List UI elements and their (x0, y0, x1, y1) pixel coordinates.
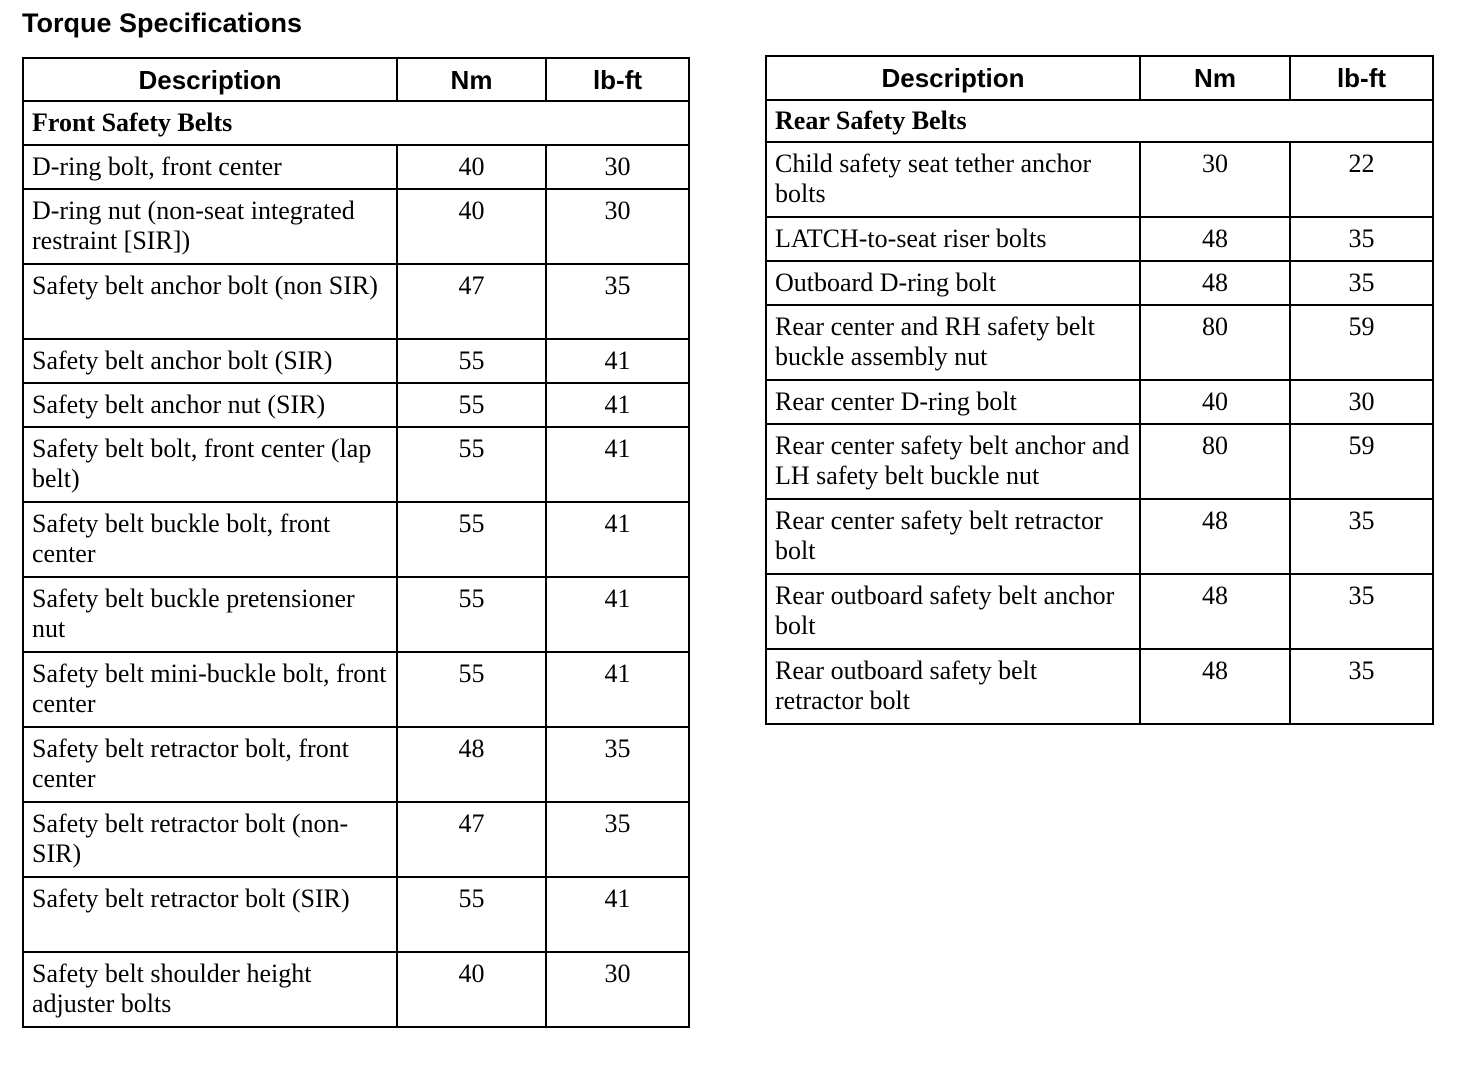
lbft-cell: 41 (546, 502, 689, 577)
nm-cell: 40 (397, 145, 546, 189)
table-row (23, 264, 689, 339)
table-row (766, 380, 1433, 424)
description-cell: Safety belt anchor bolt (non SIR) (23, 264, 397, 339)
column-header-description: Description (23, 58, 397, 101)
nm-cell: 55 (397, 577, 546, 652)
table-row (23, 577, 689, 652)
nm-cell: 55 (397, 652, 546, 727)
section-title: Front Safety Belts (23, 101, 689, 145)
description-cell: Safety belt retractor bolt (SIR) (23, 877, 397, 952)
column-header-description: Description (766, 56, 1140, 100)
nm-cell: 47 (397, 264, 546, 339)
lbft-cell: 35 (1290, 574, 1433, 649)
description-cell: Safety belt buckle pretensioner nut (23, 577, 397, 652)
table-row (23, 145, 689, 189)
nm-cell: 40 (397, 189, 546, 264)
lbft-cell: 41 (546, 577, 689, 652)
table-row (766, 261, 1433, 305)
lbft-cell: 41 (546, 877, 689, 952)
table-row (23, 727, 689, 802)
nm-cell: 30 (1140, 142, 1290, 217)
lbft-cell: 35 (1290, 217, 1433, 261)
description-cell: Rear center safety belt anchor and LH safety belt buckle nut (766, 424, 1140, 499)
nm-cell: 80 (1140, 305, 1290, 380)
table-row (766, 142, 1433, 217)
nm-cell: 80 (1140, 424, 1290, 499)
table-row (23, 952, 689, 1027)
table-row (23, 652, 689, 727)
column-header-lbft: lb-ft (546, 58, 689, 101)
table-row (23, 502, 689, 577)
section-title: Rear Safety Belts (766, 100, 1433, 142)
lbft-cell: 30 (546, 952, 689, 1027)
table-header-row (766, 56, 1433, 100)
description-cell: Rear center D-ring bolt (766, 380, 1140, 424)
lbft-cell: 22 (1290, 142, 1433, 217)
description-cell: Safety belt anchor nut (SIR) (23, 383, 397, 427)
nm-cell: 48 (1140, 217, 1290, 261)
description-cell: Child safety seat tether anchor bolts (766, 142, 1140, 217)
description-cell: LATCH-to-seat riser bolts (766, 217, 1140, 261)
lbft-cell: 30 (1290, 380, 1433, 424)
nm-cell: 55 (397, 383, 546, 427)
lbft-cell: 35 (1290, 649, 1433, 724)
rear-torque-table (765, 55, 1434, 725)
lbft-cell: 35 (546, 802, 689, 877)
table-row (766, 217, 1433, 261)
description-cell: D-ring nut (non-seat integrated restraint [SIR]) (23, 189, 397, 264)
lbft-cell: 30 (546, 189, 689, 264)
lbft-cell: 35 (1290, 499, 1433, 574)
nm-cell: 55 (397, 502, 546, 577)
description-cell: Rear center and RH safety belt buckle assembly nut (766, 305, 1140, 380)
description-cell: Safety belt retractor bolt, front center (23, 727, 397, 802)
description-cell: Rear outboard safety belt retractor bolt (766, 649, 1140, 724)
column-header-nm: Nm (397, 58, 546, 101)
table-row (23, 802, 689, 877)
description-cell: Safety belt retractor bolt (non-SIR) (23, 802, 397, 877)
page-title: Torque Specifications (22, 8, 303, 38)
description-cell: Outboard D-ring bolt (766, 261, 1140, 305)
table-row (23, 427, 689, 502)
nm-cell: 48 (1140, 649, 1290, 724)
table-row (23, 339, 689, 383)
lbft-cell: 35 (1290, 261, 1433, 305)
lbft-cell: 59 (1290, 424, 1433, 499)
description-cell: Safety belt anchor bolt (SIR) (23, 339, 397, 383)
nm-cell: 48 (397, 727, 546, 802)
table-header-row (23, 58, 689, 101)
description-cell: Safety belt buckle bolt, front center (23, 502, 397, 577)
description-cell: Safety belt bolt, front center (lap belt) (23, 427, 397, 502)
lbft-cell: 59 (1290, 305, 1433, 380)
table-row (766, 649, 1433, 724)
column-header-lbft: lb-ft (1290, 56, 1433, 100)
table-row (766, 424, 1433, 499)
nm-cell: 40 (397, 952, 546, 1027)
nm-cell: 55 (397, 877, 546, 952)
description-cell: Rear outboard safety belt anchor bolt (766, 574, 1140, 649)
lbft-cell: 41 (546, 427, 689, 502)
nm-cell: 48 (1140, 499, 1290, 574)
table-row (23, 189, 689, 264)
lbft-cell: 35 (546, 727, 689, 802)
lbft-cell: 41 (546, 652, 689, 727)
column-header-nm: Nm (1140, 56, 1290, 100)
section-row (23, 101, 689, 145)
front-torque-table (22, 57, 690, 1028)
lbft-cell: 41 (546, 383, 689, 427)
lbft-cell: 30 (546, 145, 689, 189)
nm-cell: 55 (397, 427, 546, 502)
nm-cell: 47 (397, 802, 546, 877)
table-row (766, 499, 1433, 574)
section-row (766, 100, 1433, 142)
description-cell: Safety belt mini-buckle bolt, front center (23, 652, 397, 727)
nm-cell: 40 (1140, 380, 1290, 424)
nm-cell: 48 (1140, 574, 1290, 649)
description-cell: D-ring bolt, front center (23, 145, 397, 189)
table-row (766, 305, 1433, 380)
table-row (23, 383, 689, 427)
nm-cell: 55 (397, 339, 546, 383)
lbft-cell: 35 (546, 264, 689, 339)
description-cell: Rear center safety belt retractor bolt (766, 499, 1140, 574)
lbft-cell: 41 (546, 339, 689, 383)
table-row (23, 877, 689, 952)
table-row (766, 574, 1433, 649)
nm-cell: 48 (1140, 261, 1290, 305)
description-cell: Safety belt shoulder height adjuster bolts (23, 952, 397, 1027)
